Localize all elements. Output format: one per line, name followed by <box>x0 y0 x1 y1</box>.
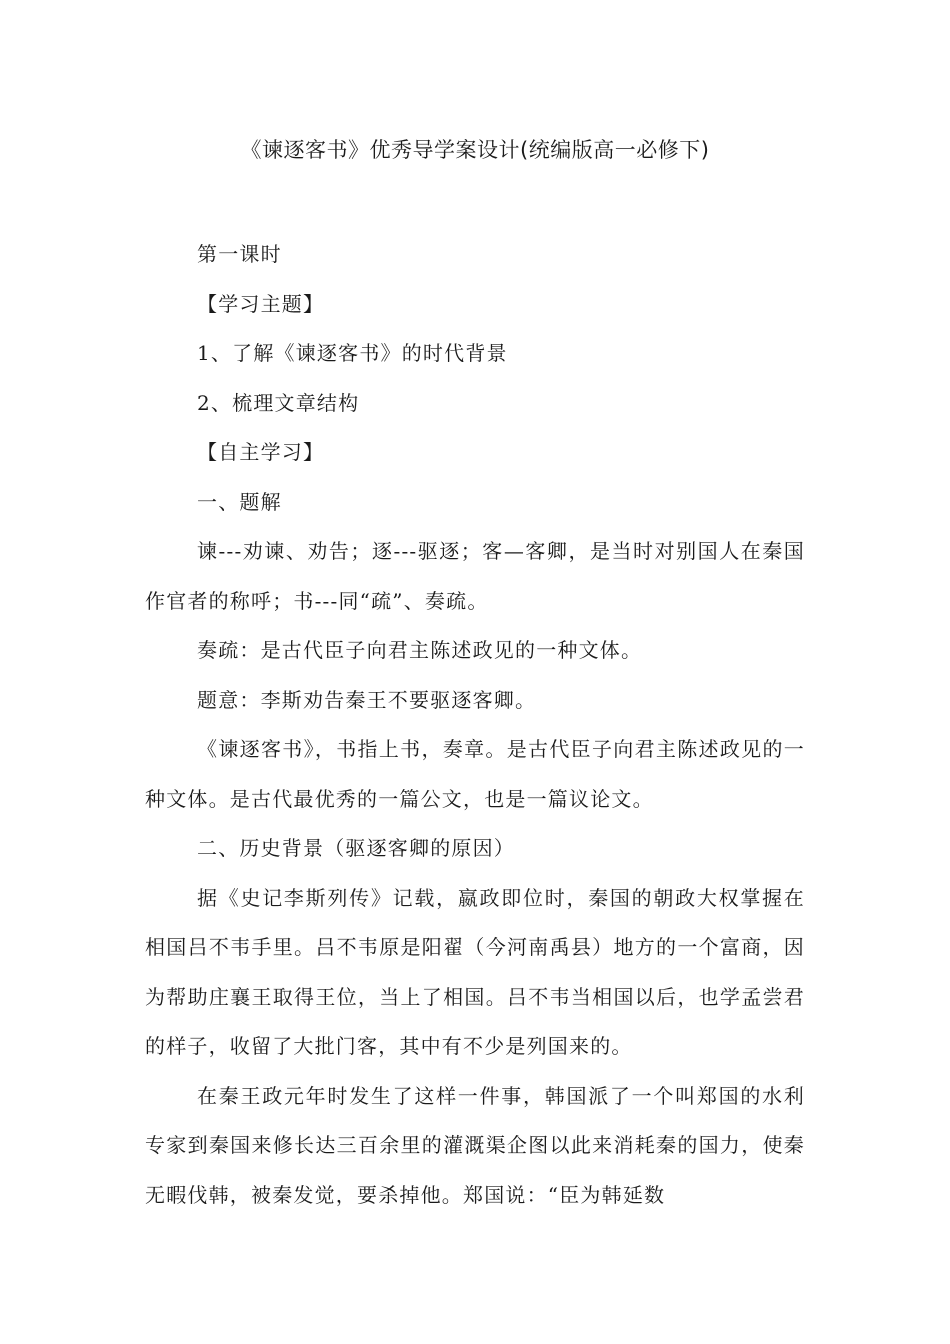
section-heading-study-theme: 【学习主题】 <box>197 291 325 316</box>
section-heading-self-study: 【自主学习】 <box>197 440 325 464</box>
lesson-heading: 第一课时 <box>197 242 282 266</box>
paragraph: 谏---劝谏、劝告；逐---驱逐；客—客卿，是当时对别国人在秦国作官者的称呼；书---同“疏”、奏疏。 <box>145 539 805 613</box>
list-item: 2、梳理文章结构 <box>197 390 360 415</box>
paragraph: 题意：李斯劝告秦王不要驱逐客卿。 <box>197 687 537 712</box>
document-title: 《谏逐客书》优秀导学案设计(统编版高一必修下) <box>240 138 710 162</box>
paragraph: 奏疏：是古代臣子向君主陈述政见的一种文体。 <box>197 638 643 662</box>
paragraph: 在秦王政元年时发生了这样一件事，韩国派了一个叫郑国的水利专家到秦国来修长达三百余里的灌溉渠企图以此来消耗秦的国力，使秦无暇伐韩，被秦发觉，要杀掉他。郑国说：“臣为韩延数 <box>145 1083 805 1207</box>
subsection-heading: 二、历史背景（驱逐客卿的原因） <box>197 836 515 860</box>
paragraph: 据《史记李斯列传》记载，嬴政即位时，秦国的朝政大权掌握在相国吕不韦手里。吕不韦原是阳翟（今河南禹县）地方的一个富商，因为帮助庄襄王取得王位，当上了相国。吕不韦当相国以后，也学孟尝君的样子，收留了大批门客，其中有不少是列国来的。 <box>145 885 805 1058</box>
subsection-heading: 一、题解 <box>197 489 282 514</box>
list-item: 1、了解《谏逐客书》的时代背景 <box>197 341 508 365</box>
paragraph: 《谏逐客书》，书指上书，奏章。是古代臣子向君主陈述政见的一种文体。是古代最优秀的一篇公文，也是一篇议论文。 <box>145 737 805 811</box>
document-body <box>145 230 805 1220</box>
